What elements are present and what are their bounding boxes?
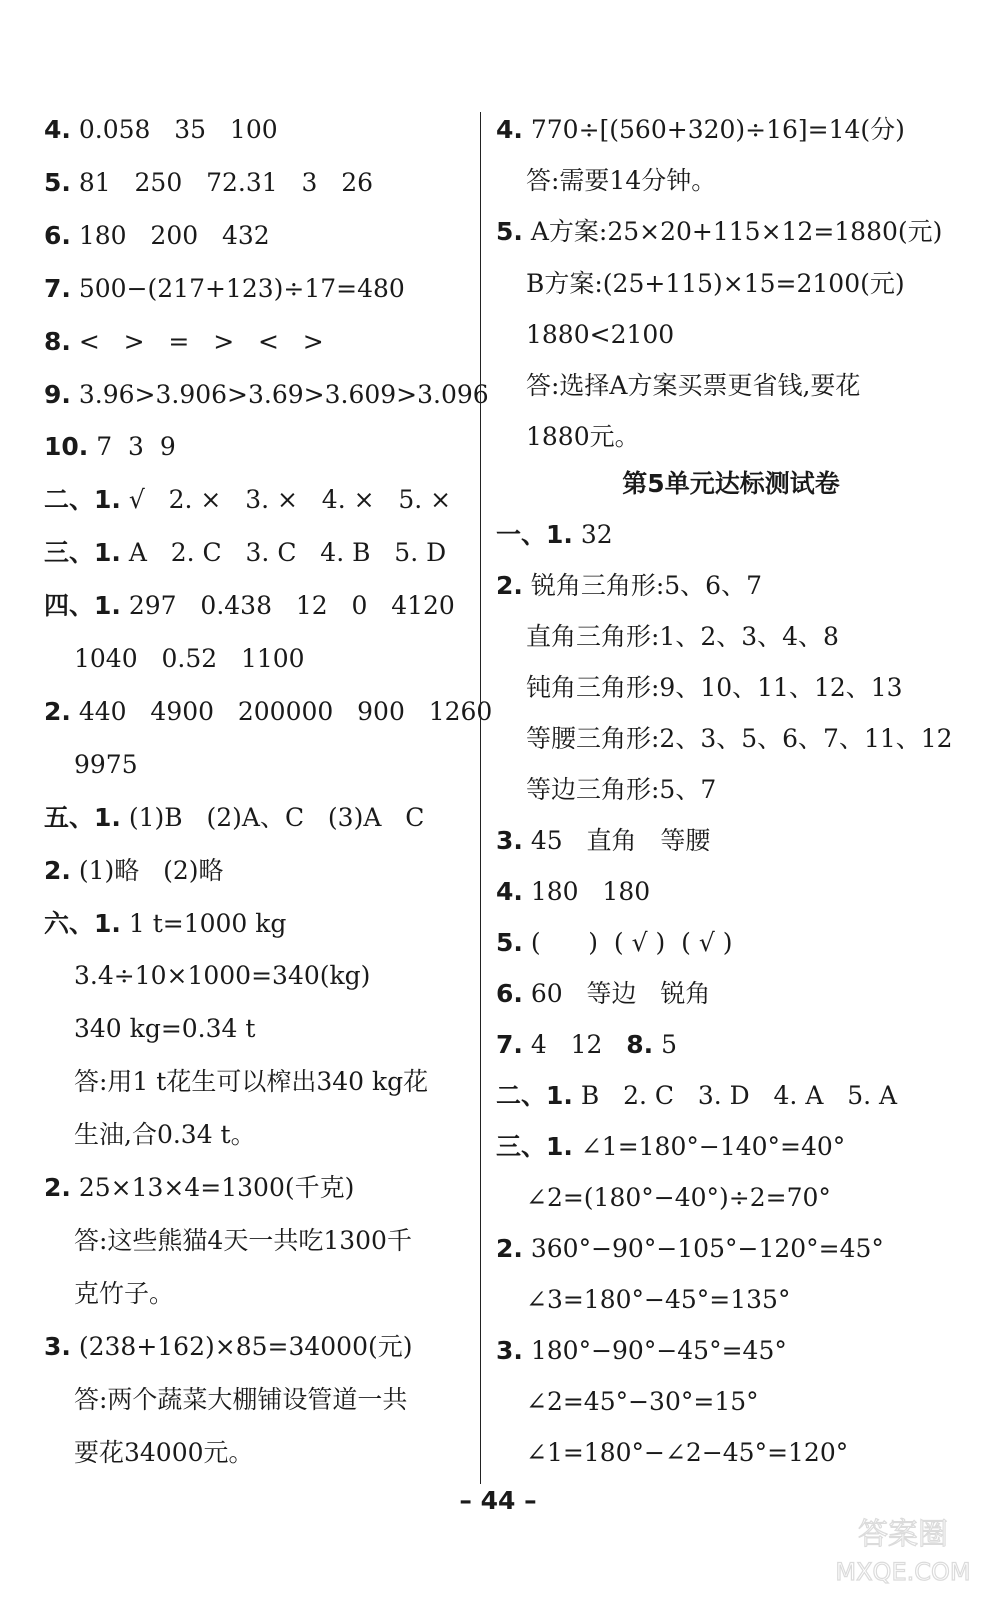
answer-line: [44, 115, 278, 145]
answer-line: [44, 803, 424, 833]
answer-text: 0.058 35 100: [70, 115, 278, 144]
question-number: 二、1.: [44, 485, 121, 515]
answer-line: [526, 673, 903, 703]
answer-text: 32: [572, 520, 613, 549]
answer-text: A方案:25×20+115×12=1880(元): [522, 217, 943, 247]
answer-text: 钝角三角形:9、10、11、12、13: [526, 673, 903, 702]
answer-line: [526, 1285, 790, 1315]
question-number: 5.: [496, 217, 523, 247]
section-heading: 第5单元达标测试卷: [622, 469, 840, 498]
answer-text: ∠3=180°−45°=135°: [526, 1285, 791, 1314]
question-number: 二、1.: [496, 1081, 573, 1110]
answer-line: [44, 432, 176, 462]
answer-text: 生油,合0.34 t。: [74, 1120, 256, 1150]
answer-line: [526, 371, 860, 401]
question-number: 5.: [44, 167, 71, 197]
answer-text: 1040 0.52 1100: [74, 644, 305, 673]
question-number: 3.: [496, 1336, 523, 1365]
answer-line: [44, 221, 270, 251]
answer-line: [74, 1385, 407, 1415]
answer-text: 3.96>3.906>3.69>3.609>3.096: [70, 379, 489, 409]
answer-text: ∠2=(180°−40°)÷2=70°: [526, 1183, 831, 1212]
question-number: 2.: [496, 571, 523, 600]
answer-line: [74, 1014, 255, 1044]
answer-line: [496, 1030, 677, 1060]
answer-text: B方案:(25+115)×15=2100(元): [526, 268, 905, 298]
question-number: 8.: [626, 1030, 654, 1059]
answer-text: 45 直角 等腰: [522, 826, 711, 855]
answer-text: 1880<2100: [526, 319, 675, 349]
answer-line: [44, 327, 324, 357]
answer-line: [44, 380, 489, 410]
answer-text: 340 kg=0.34 t: [74, 1014, 256, 1044]
page-number: – 44 –: [459, 1486, 537, 1515]
answer-text: 25×13×4=1300(千克): [70, 1173, 355, 1202]
question-number: 2.: [496, 1234, 523, 1263]
question-number: 2.: [44, 696, 71, 726]
answer-line: [44, 1173, 354, 1203]
answer-line: [44, 591, 455, 621]
answer-text: 1 t=1000 kg: [120, 908, 287, 938]
answer-text: 直角三角形:1、2、3、4、8: [526, 622, 839, 651]
answer-text: 答:需要14分钟。: [526, 166, 717, 196]
answer-line: [496, 217, 942, 247]
answer-line: [526, 1438, 848, 1468]
question-number: 3.: [496, 826, 523, 855]
answer-line: [74, 1279, 174, 1309]
question-number: 五、1.: [44, 802, 121, 832]
answer-line: [526, 1387, 759, 1417]
answer-line: [496, 928, 733, 958]
answer-line: [496, 979, 710, 1009]
answer-text: 81 250 72.31 3 26: [70, 167, 374, 197]
answer-text: 5: [653, 1030, 678, 1059]
answer-text: 1880元。: [526, 422, 640, 452]
answer-text: A 2. C 3. C 4. B 5. D: [120, 538, 447, 568]
answer-text: √ 2. × 3. × 4. × 5. ×: [120, 485, 452, 515]
question-number: 7.: [496, 1030, 523, 1059]
answer-text: 锐角三角形:5、6、7: [522, 571, 762, 600]
answer-line: [44, 909, 286, 939]
question-number: 2.: [44, 855, 71, 885]
answer-text: 等腰三角形:2、3、5、6、7、11、12: [526, 724, 953, 753]
watermark-top-text: 答案圈: [858, 1517, 948, 1552]
question-number: 三、1.: [496, 1132, 573, 1161]
question-number: 6.: [44, 220, 71, 250]
answer-line: [526, 724, 953, 754]
answer-line: [44, 538, 446, 568]
answer-line: [44, 856, 224, 886]
watermark-bottom-text: MXQE.COM: [835, 1558, 971, 1586]
answer-line: [44, 1332, 412, 1362]
answer-line: [74, 750, 138, 780]
question-number: 7.: [44, 273, 71, 303]
answer-line: [74, 1438, 254, 1468]
answer-text: 60 等边 锐角: [522, 979, 711, 1008]
answer-text: ∠1=180°−∠2−45°=120°: [526, 1438, 849, 1467]
answer-text: (1)略 (2)略: [70, 855, 224, 885]
answer-line: [74, 644, 305, 674]
answer-line: [496, 1081, 897, 1111]
answer-text: 9975: [74, 749, 138, 779]
answer-text: 500−(217+123)÷17=480: [70, 273, 405, 303]
answer-text: 180 200 432: [70, 220, 270, 250]
answer-text: ( ) ( √ ) ( √ ): [522, 928, 733, 957]
answer-text: 180 180: [522, 877, 651, 906]
answer-line: [44, 274, 405, 304]
answer-line: [496, 1132, 845, 1162]
answer-line: [526, 422, 640, 452]
question-number: 2.: [44, 1173, 71, 1202]
question-number: 6.: [496, 979, 523, 1008]
question-number: 一、1.: [496, 520, 573, 549]
answer-line: [44, 168, 373, 198]
answer-text: 等边三角形:5、7: [526, 775, 717, 804]
answer-line: [526, 166, 716, 196]
answer-text: 7 3 9: [88, 432, 176, 462]
answer-text: 3.4÷10×1000=340(kg): [74, 961, 371, 991]
question-number: 四、1.: [44, 591, 121, 621]
answer-line: [526, 622, 839, 652]
question-number: 4.: [44, 115, 71, 144]
answer-line: [74, 1067, 428, 1097]
answer-text: 克竹子。: [74, 1278, 175, 1308]
question-number: 六、1.: [44, 908, 121, 938]
answer-text: B 2. C 3. D 4. A 5. A: [572, 1081, 898, 1110]
answer-text: 360°−90°−105°−120°=45°: [522, 1234, 884, 1263]
question-number: 三、1.: [44, 538, 121, 568]
question-number: 4.: [496, 877, 523, 906]
answer-text: (1)B (2)A、C (3)A C: [120, 802, 425, 832]
column-divider: [480, 112, 481, 1484]
question-number: 3.: [44, 1331, 71, 1361]
question-number: 10.: [44, 432, 89, 462]
answer-text: 297 0.438 12 0 4120: [120, 591, 455, 621]
answer-text: 770÷[(560+320)÷16]=14(分): [522, 115, 905, 144]
answer-text: ∠1=180°−140°=40°: [572, 1132, 846, 1161]
answer-text: 440 4900 200000 900 1260: [70, 696, 493, 726]
answer-line: [496, 571, 762, 601]
question-number: 8.: [44, 326, 71, 356]
answer-line: [74, 1226, 412, 1256]
answer-text: < > = > < >: [70, 326, 324, 356]
answer-text: 答:用1 t花生可以榨出340 kg花: [74, 1067, 429, 1097]
answer-line: [526, 775, 716, 805]
answer-line: [496, 520, 613, 550]
answer-line: [44, 485, 451, 515]
answer-line: [526, 269, 905, 299]
answer-line: [526, 320, 674, 350]
answer-line: [74, 961, 370, 991]
answer-text: 180°−90°−45°=45°: [522, 1336, 787, 1365]
answer-text: 要花34000元。: [74, 1437, 254, 1467]
answer-text: (238+162)×85=34000(元): [70, 1331, 413, 1361]
answer-line: [496, 877, 650, 907]
answer-line: [496, 115, 905, 145]
answer-text: 答:这些熊猫4天一共吃1300千: [74, 1225, 412, 1255]
answer-line: [496, 826, 710, 856]
answer-line: [496, 1234, 884, 1264]
answer-text: 答:选择A方案买票更省钱,要花: [526, 371, 861, 400]
question-number: 5.: [496, 928, 523, 957]
watermark-logo: [828, 1510, 978, 1590]
answer-line: [526, 1183, 831, 1213]
answer-text: 4 12: [522, 1030, 627, 1059]
answer-text: ∠2=45°−30°=15°: [526, 1387, 759, 1416]
question-number: 9.: [44, 379, 71, 409]
answer-line: [496, 1336, 787, 1366]
answer-text: 答:两个蔬菜大棚铺设管道一共: [74, 1384, 408, 1414]
answer-line: [44, 697, 492, 727]
answer-line: [74, 1120, 256, 1150]
question-number: 4.: [496, 115, 523, 144]
